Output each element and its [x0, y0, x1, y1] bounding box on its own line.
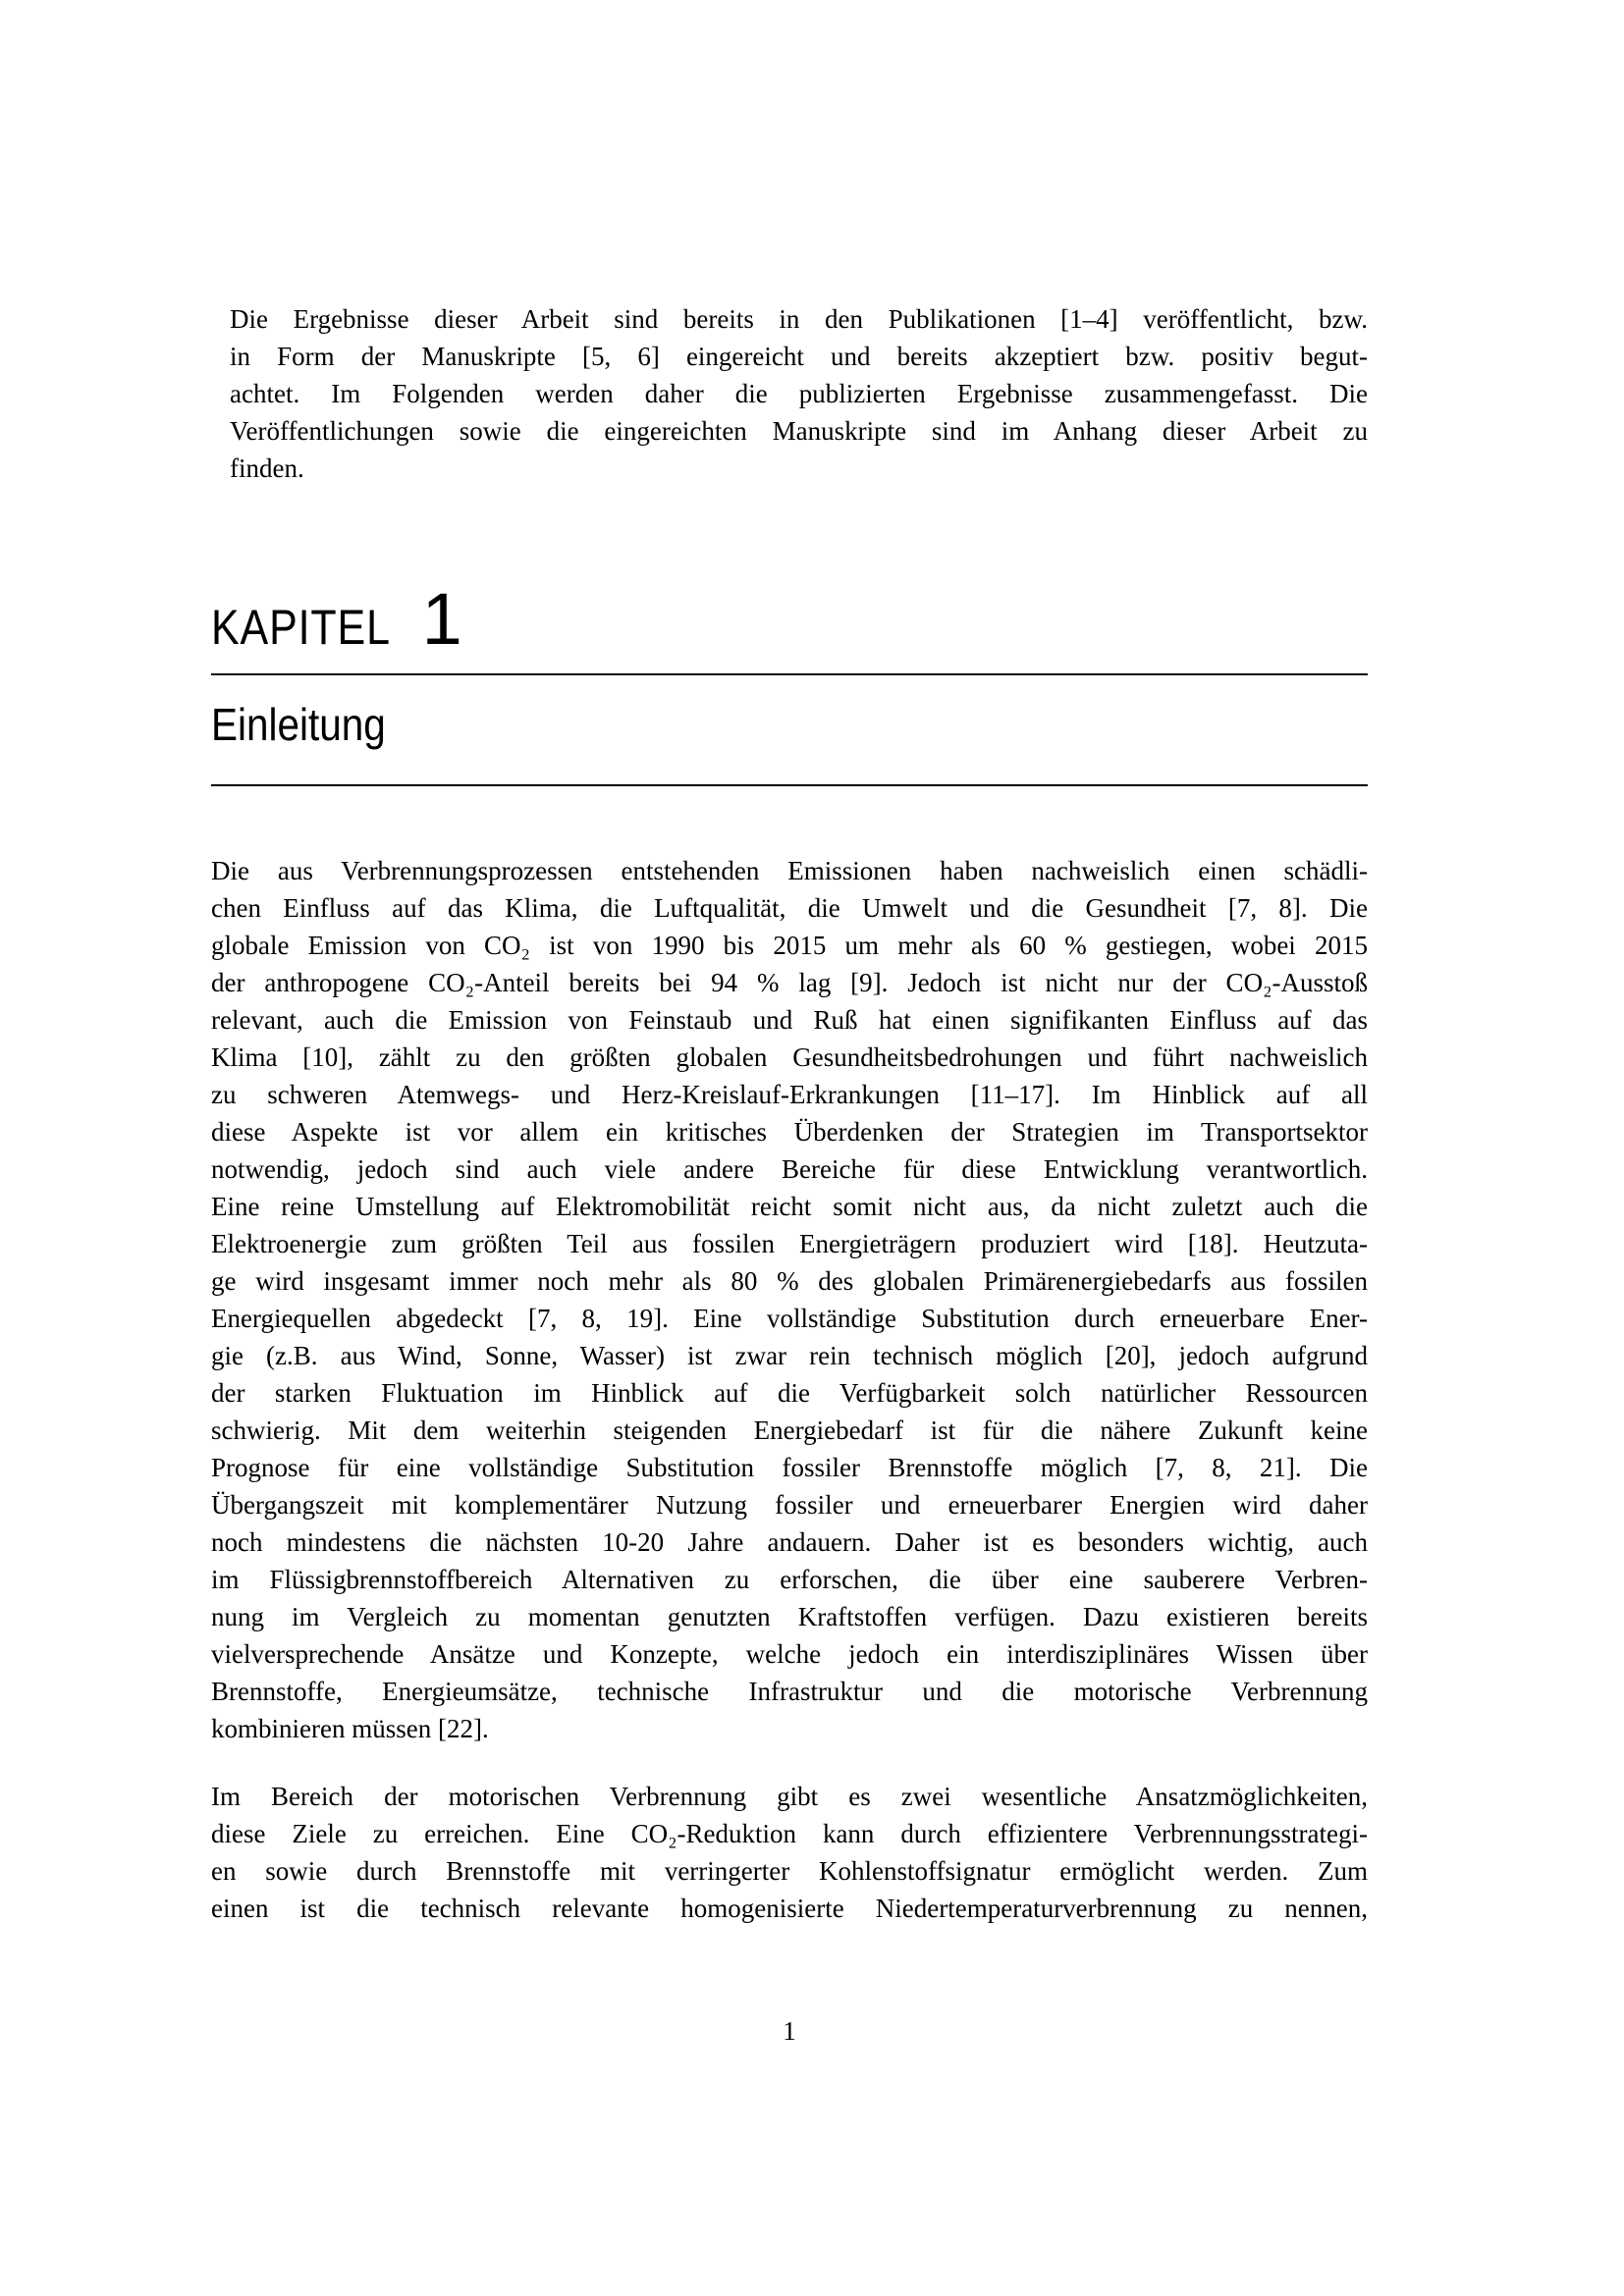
- text-line: vielversprechende Ansätze und Konzepte, welche jedoch ein interdisziplinäres Wissen über: [211, 1639, 1368, 1669]
- text-line: schwierig. Mit dem weiterhin steigenden Energiebedarf ist für die nähere Zukunft keine: [211, 1415, 1368, 1445]
- text-line: der anthropogene CO₂-Anteil bereits bei 94 % lag [9]. Jedoch ist nicht nur der CO₂-Ausstoß: [211, 968, 1368, 997]
- text-line: Übergangszeit mit komplementärer Nutzung fossiler und erneuerbarer Energien wird daher: [211, 1490, 1368, 1520]
- text-line: kombinieren müssen [22].: [211, 1714, 489, 1743]
- text-line: Im Bereich der motorischen Verbrennung gibt es zwei wesentliche Ansatzmöglichkeiten,: [211, 1782, 1368, 1811]
- text-line: Die Ergebnisse dieser Arbeit sind bereits in den Publikationen [1–4] veröffentlicht, bzw.: [230, 304, 1368, 334]
- chapter-title: Einleitung: [211, 699, 386, 750]
- heading-rule-top: [211, 673, 1368, 675]
- text-line: im Flüssigbrennstoffbereich Alternativen zu erforschen, die über eine sauberere Verbren-: [211, 1565, 1368, 1594]
- text-line: Veröffentlichungen sowie die eingereichten Manuskripte sind im Anhang dieser Arbeit zu: [230, 416, 1368, 446]
- chapter-heading: [211, 578, 1368, 660]
- text-line: relevant, auch die Emission von Feinstaub und Ruß hat einen signifikanten Einfluss auf das: [211, 1005, 1368, 1035]
- text-line: achtet. Im Folgenden werden daher die publizierten Ergebnisse zusammengefasst. Die: [230, 379, 1368, 408]
- text-line: nung im Vergleich zu momentan genutzten Kraftstoffen verfügen. Dazu existieren bereits: [211, 1602, 1368, 1631]
- text-line: en sowie durch Brennstoffe mit verringerter Kohlenstoffsignatur ermöglicht werden. Zum: [211, 1856, 1368, 1886]
- text-line: finden.: [230, 454, 304, 483]
- text-line: der starken Fluktuation im Hinblick auf die Verfügbarkeit solch natürlicher Ressourcen: [211, 1378, 1368, 1408]
- text-line: diese Aspekte ist vor allem ein kritisches Überdenken der Strategien im Transportsektor: [211, 1117, 1368, 1147]
- text-line: zu schweren Atemwegs- und Herz-Kreislauf-Erkrankungen [11–17]. Im Hinblick auf all: [211, 1080, 1368, 1109]
- text-line: Klima [10], zählt zu den größten globalen Gesundheitsbedrohungen und führt nachweislich: [211, 1042, 1368, 1072]
- page-number: 1: [783, 2016, 796, 2046]
- text-line: Prognose für eine vollständige Substitution fossiler Brennstoffe möglich [7, 8, 21]. Die: [211, 1453, 1368, 1482]
- text-line: Brennstoffe, Energieumsätze, technische Infrastruktur und die motorische Verbrennung: [211, 1677, 1368, 1706]
- text-line: Elektroenergie zum größten Teil aus fossilen Energieträgern produziert wird [18]. Heutzuta-: [211, 1229, 1368, 1258]
- text-line: globale Emission von CO₂ ist von 1990 bis 2015 um mehr als 60 % gestiegen, wobei 2015: [211, 931, 1368, 960]
- chapter-number: 1: [421, 578, 462, 660]
- text-line: diese Ziele zu erreichen. Eine CO₂-Reduktion kann durch effizientere Verbrennungsstrategi-: [211, 1819, 1368, 1848]
- text-line: Die aus Verbrennungsprozessen entstehenden Emissionen haben nachweislich einen schädli-: [211, 856, 1368, 885]
- heading-rule-bottom: [211, 784, 1368, 786]
- preface-paragraph: [230, 300, 1368, 487]
- text-line: chen Einfluss auf das Klima, die Luftqualität, die Umwelt und die Gesundheit [7, 8]. Die: [211, 893, 1368, 923]
- text-line: noch mindestens die nächsten 10-20 Jahre andauern. Daher ist es besonders wichtig, auch: [211, 1527, 1368, 1557]
- body-paragraph-1: [211, 852, 1368, 1747]
- text-line: gie (z.B. aus Wind, Sonne, Wasser) ist zwar rein technisch möglich [20], jedoch aufgrund: [211, 1341, 1368, 1370]
- text-line: Energiequellen abgedeckt [7, 8, 19]. Eine vollständige Substitution durch erneuerbare Ener-: [211, 1304, 1368, 1333]
- text-line: Eine reine Umstellung auf Elektromobilität reicht somit nicht aus, da nicht zuletzt auch die: [211, 1192, 1368, 1221]
- text-line: ge wird insgesamt immer noch mehr als 80 % des globalen Primärenergiebedarfs aus fossilen: [211, 1266, 1368, 1296]
- text-line: in Form der Manuskripte [5, 6] eingereicht und bereits akzeptiert bzw. positiv begut-: [230, 342, 1368, 371]
- text-line: einen ist die technisch relevante homogenisierte Niedertemperaturverbrennung zu nennen,: [211, 1894, 1368, 1923]
- text-line: notwendig, jedoch sind auch viele andere Bereiche für diese Entwicklung verantwortlich.: [211, 1154, 1368, 1184]
- body-paragraph-2: [211, 1778, 1368, 1927]
- chapter-label: KAPITEL: [211, 600, 391, 655]
